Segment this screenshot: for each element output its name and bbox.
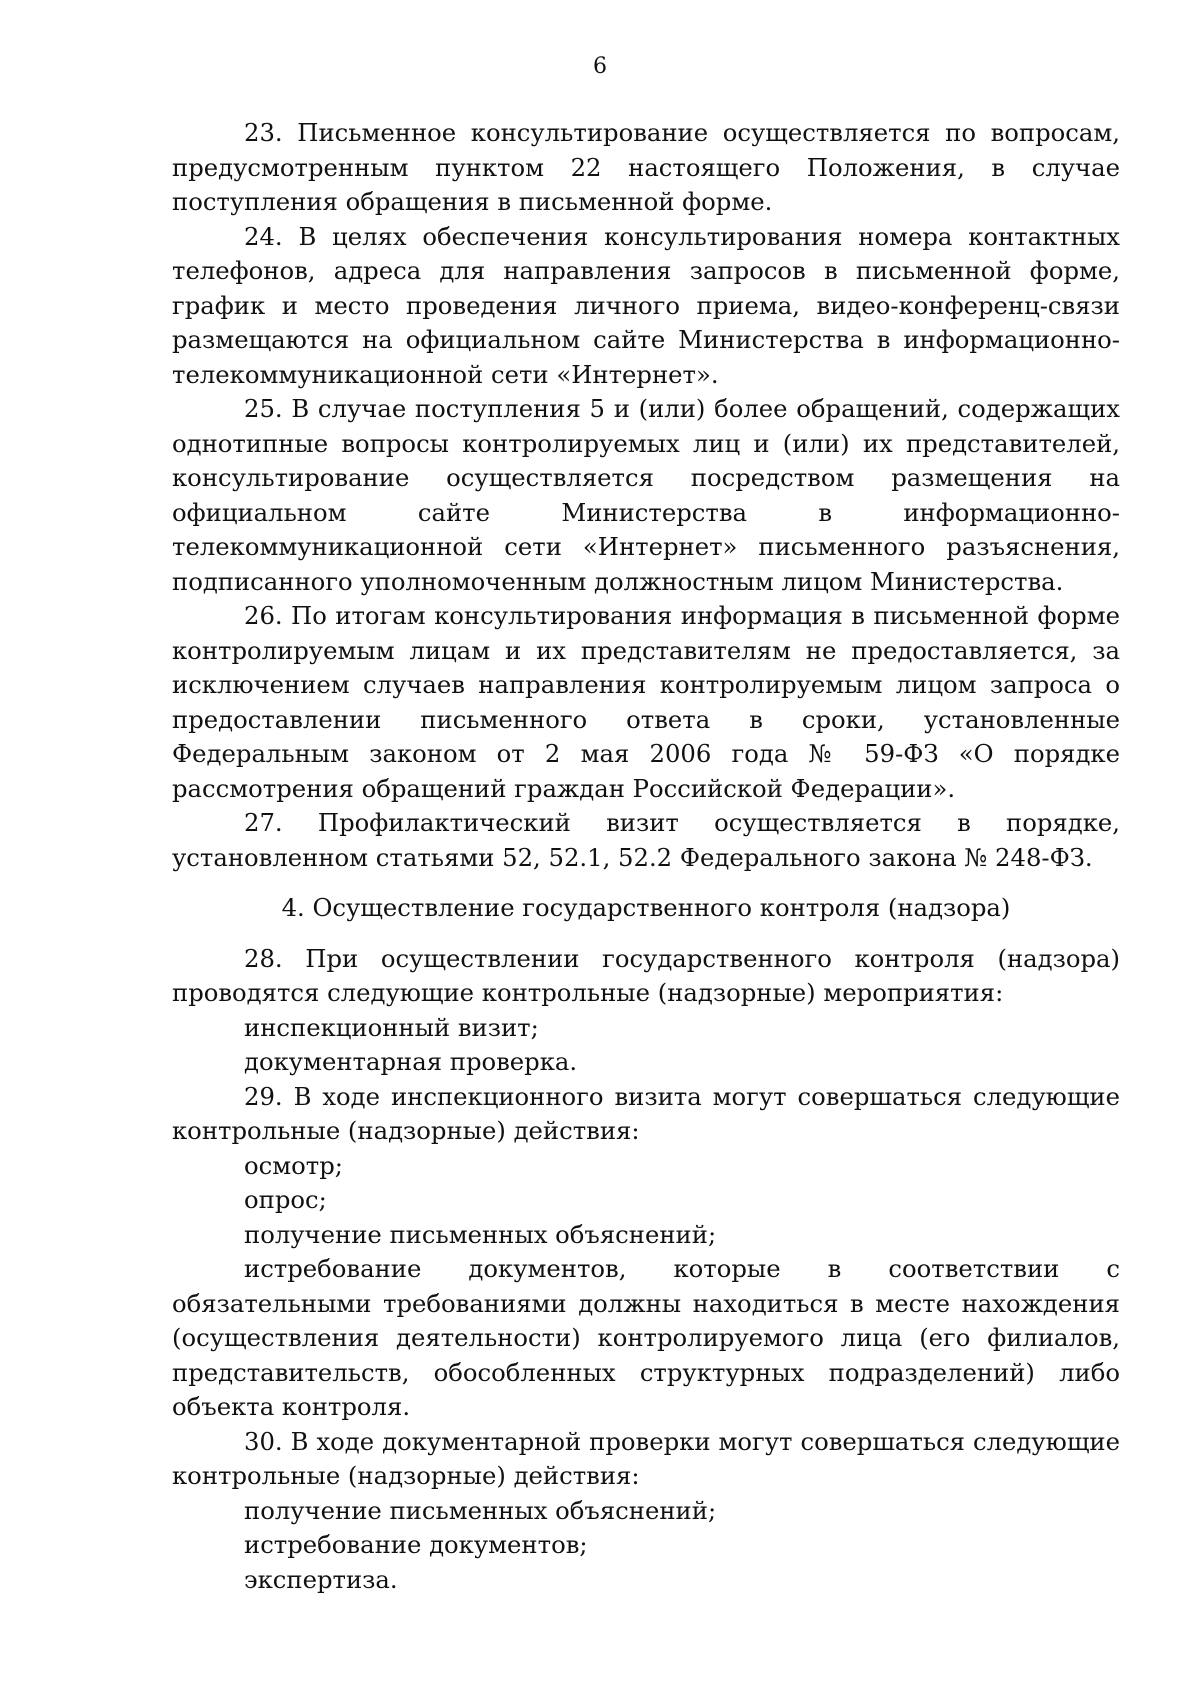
paragraph-28: 28. При осуществлении государственного контроля (надзора) проводятся следующие контрольные (надзорные) мероприятия: bbox=[172, 943, 1120, 1007]
paragraph-23: 23. Письменное консультирование осуществляется по вопросам, предусмотренным пунктом 22 настоящего Положения, в случае поступления обращения в письменной форме. bbox=[172, 118, 1120, 216]
paragraph-27: 27. Профилактический визит осуществляется в порядке, установленном статьями 52, 52.1, 52.2 Федерального закона № 248-ФЗ. bbox=[172, 808, 1120, 872]
paragraph-25: 25. В случае поступления 5 и (или) более обращений, содержащих однотипные вопросы контролируемых лиц и (или) их представителей, консультирование осуществляется посредством размещения на официальном сайте Министерства в информационно-телекоммуникационной сети «Интернет» письменного разъяснения, подписанного уполномоченным должностным лицом Министерства. bbox=[172, 394, 1120, 596]
list-item: получение письменных объяснений; bbox=[244, 1495, 717, 1525]
list-item: опрос; bbox=[244, 1185, 327, 1214]
list-item: инспекционный визит; bbox=[244, 1012, 539, 1042]
paragraph-29: 29. В ходе инспекционного визита могут совершаться следующие контрольные (надзорные) действия: bbox=[172, 1081, 1120, 1145]
document-body bbox=[172, 116, 1120, 1597]
list-item: истребование документов; bbox=[244, 1530, 588, 1559]
list-item: получение письменных объяснений; bbox=[244, 1219, 717, 1249]
list-item: документарная проверка. bbox=[244, 1047, 578, 1076]
paragraph-30: 30. В ходе документарной проверки могут совершаться следующие контрольные (надзорные) действия: bbox=[172, 1426, 1120, 1490]
page-number: 6 bbox=[593, 54, 607, 79]
list-item-long: истребование документов, которые в соответствии с обязательными требованиями должны находиться в месте нахождения (осуществления деятельности) контролируемого лица (его филиалов, представительств, обособленных структурных подразделений) либо объекта контроля. bbox=[172, 1254, 1120, 1421]
paragraph-26: 26. По итогам консультирования информация в письменной форме контролируемым лицам и их представителям не предоставляется, за исключением случаев направления контролируемым лицом запроса о предоставлении письменного ответа в сроки, установленные Федеральным законом от 2 мая 2006 года № 59-ФЗ «О порядке рассмотрения обращений граждан Российской Федерации». bbox=[172, 601, 1120, 803]
list-item: экспертиза. bbox=[244, 1564, 398, 1594]
section-heading-4: 4. Осуществление государственного контроля (надзора) bbox=[281, 893, 1011, 922]
list-item: осмотр; bbox=[244, 1150, 343, 1180]
paragraph-24: 24. В целях обеспечения консультирования номера контактных телефонов, адреса для направления запросов в письменной форме, график и место проведения личного приема, видео-конференц-связи размещаются на официальном сайте Министерства в информационно-телекоммуникационной сети «Интернет». bbox=[172, 221, 1120, 389]
